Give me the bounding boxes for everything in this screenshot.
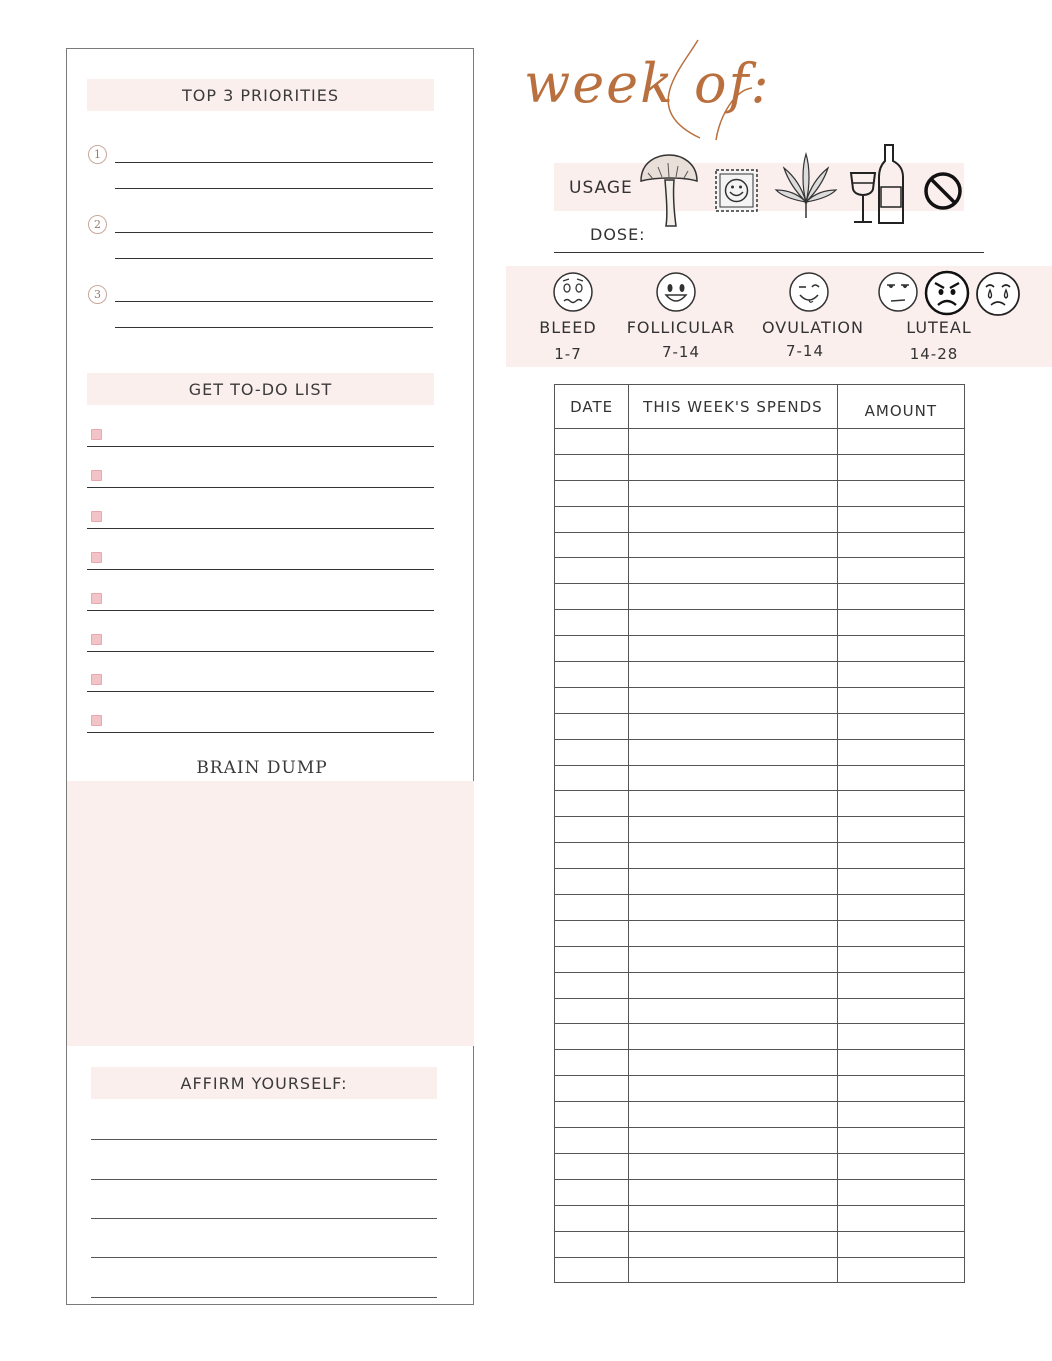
todo-checkbox-1[interactable] bbox=[91, 429, 102, 440]
amount-cell[interactable] bbox=[837, 713, 964, 739]
amount-cell[interactable] bbox=[837, 791, 964, 817]
priority-1-line-2[interactable] bbox=[115, 188, 433, 189]
table-row bbox=[555, 920, 965, 946]
spend-cell[interactable] bbox=[629, 817, 838, 843]
wine-icon[interactable] bbox=[849, 143, 905, 225]
amount-cell[interactable] bbox=[837, 920, 964, 946]
affirm-heading bbox=[91, 1067, 437, 1099]
week-of-title: week of: bbox=[524, 52, 771, 115]
date-cell[interactable] bbox=[555, 713, 629, 739]
spend-cell[interactable] bbox=[629, 610, 838, 636]
amount-cell[interactable] bbox=[837, 1179, 964, 1205]
affirm-line-1[interactable] bbox=[91, 1139, 437, 1140]
brain-dump-area[interactable] bbox=[67, 781, 474, 1046]
todo-line-5[interactable] bbox=[87, 610, 434, 611]
date-cell[interactable] bbox=[555, 662, 629, 688]
date-cell[interactable] bbox=[555, 1050, 629, 1076]
amount-cell[interactable] bbox=[837, 1024, 964, 1050]
phase-range-bleed: 1-7 bbox=[554, 345, 582, 363]
amount-cell[interactable] bbox=[837, 895, 964, 921]
date-cell[interactable] bbox=[555, 584, 629, 610]
amount-cell[interactable] bbox=[837, 1205, 964, 1231]
spend-cell[interactable] bbox=[629, 636, 838, 662]
phase-label-follicular: FOLLICULAR bbox=[626, 318, 736, 337]
affirm-line-2[interactable] bbox=[91, 1179, 437, 1180]
table-row bbox=[555, 532, 965, 558]
todo-line-7[interactable] bbox=[87, 691, 434, 692]
amount-cell[interactable] bbox=[837, 817, 964, 843]
spend-cell[interactable] bbox=[629, 429, 838, 455]
date-cell[interactable] bbox=[555, 946, 629, 972]
affirm-line-5[interactable] bbox=[91, 1297, 437, 1298]
affirm-line-4[interactable] bbox=[91, 1257, 437, 1258]
amount-cell[interactable] bbox=[837, 480, 964, 506]
date-cell[interactable] bbox=[555, 1024, 629, 1050]
table-row bbox=[555, 1076, 965, 1102]
table-row bbox=[555, 1231, 965, 1257]
spends-table-body bbox=[555, 429, 965, 1283]
spend-cell[interactable] bbox=[629, 946, 838, 972]
smiling-face-icon[interactable] bbox=[655, 271, 697, 313]
phase-range-ovulation: 7-14 bbox=[785, 342, 825, 360]
table-row bbox=[555, 1257, 965, 1283]
none-icon[interactable] bbox=[922, 170, 964, 212]
spend-cell[interactable] bbox=[629, 480, 838, 506]
table-row bbox=[555, 1102, 965, 1128]
date-cell[interactable] bbox=[555, 972, 629, 998]
brain-dump-heading: BRAIN DUMP bbox=[196, 758, 328, 778]
phase-range-follicular: 7-14 bbox=[661, 343, 701, 361]
table-row bbox=[555, 713, 965, 739]
spend-cell[interactable] bbox=[629, 1179, 838, 1205]
todo-checkbox-6[interactable] bbox=[91, 634, 102, 645]
spend-cell[interactable] bbox=[629, 972, 838, 998]
table-row bbox=[555, 429, 965, 455]
winking-face-icon[interactable] bbox=[788, 271, 830, 313]
priorities-heading-text: TOP 3 PRIORITIES bbox=[181, 85, 340, 105]
spend-cell[interactable] bbox=[629, 920, 838, 946]
crying-face-icon[interactable] bbox=[974, 271, 1022, 317]
table-row bbox=[555, 869, 965, 895]
spend-cell[interactable] bbox=[629, 584, 838, 610]
worried-face-icon[interactable] bbox=[552, 271, 594, 313]
spend-cell[interactable] bbox=[629, 1050, 838, 1076]
table-row bbox=[555, 687, 965, 713]
date-cell[interactable] bbox=[555, 687, 629, 713]
spend-cell[interactable] bbox=[629, 1128, 838, 1154]
table-row bbox=[555, 765, 965, 791]
dose-label: DOSE: bbox=[590, 225, 646, 244]
todo-checkbox-2[interactable] bbox=[91, 470, 102, 481]
date-cell[interactable] bbox=[555, 1128, 629, 1154]
date-cell[interactable] bbox=[555, 998, 629, 1024]
spend-cell[interactable] bbox=[629, 998, 838, 1024]
mushroom-icon[interactable] bbox=[638, 153, 700, 229]
date-cell[interactable] bbox=[555, 1205, 629, 1231]
spends-header-row bbox=[555, 385, 965, 429]
date-cell[interactable] bbox=[555, 817, 629, 843]
amount-cell[interactable] bbox=[837, 1153, 964, 1179]
date-cell[interactable] bbox=[555, 454, 629, 480]
date-column-header: DATE bbox=[555, 385, 629, 429]
todo-line-4[interactable] bbox=[87, 569, 434, 570]
priorities-heading bbox=[87, 79, 434, 111]
date-cell[interactable] bbox=[555, 1153, 629, 1179]
phase-label-bleed: BLEED bbox=[539, 318, 597, 337]
date-cell[interactable] bbox=[555, 920, 629, 946]
todo-line-1[interactable] bbox=[87, 446, 434, 447]
date-cell[interactable] bbox=[555, 558, 629, 584]
affirm-heading-text: AFFIRM YOURSELF: bbox=[180, 1073, 348, 1093]
date-cell[interactable] bbox=[555, 791, 629, 817]
affirm-line-3[interactable] bbox=[91, 1218, 437, 1219]
table-row bbox=[555, 998, 965, 1024]
todo-checkbox-7[interactable] bbox=[91, 674, 102, 685]
date-cell[interactable] bbox=[555, 636, 629, 662]
planner-left-panel bbox=[66, 48, 474, 1305]
amount-cell[interactable] bbox=[837, 662, 964, 688]
spend-cell[interactable] bbox=[629, 843, 838, 869]
table-row bbox=[555, 739, 965, 765]
spend-cell[interactable] bbox=[629, 713, 838, 739]
amount-cell[interactable] bbox=[837, 506, 964, 532]
date-cell[interactable] bbox=[555, 1231, 629, 1257]
date-cell[interactable] bbox=[555, 532, 629, 558]
spend-cell[interactable] bbox=[629, 687, 838, 713]
amount-cell[interactable] bbox=[837, 532, 964, 558]
amount-cell[interactable] bbox=[837, 843, 964, 869]
amount-column-header: AMOUNT bbox=[837, 385, 964, 429]
dose-line[interactable] bbox=[554, 252, 984, 253]
spend-cell[interactable] bbox=[629, 1153, 838, 1179]
date-cell[interactable] bbox=[555, 1257, 629, 1283]
priority-number-2: 2 bbox=[88, 215, 107, 234]
amount-cell[interactable] bbox=[837, 610, 964, 636]
table-row bbox=[555, 1050, 965, 1076]
spend-cell[interactable] bbox=[629, 1076, 838, 1102]
spend-cell[interactable] bbox=[629, 1231, 838, 1257]
amount-cell[interactable] bbox=[837, 429, 964, 455]
spend-cell[interactable] bbox=[629, 454, 838, 480]
amount-cell[interactable] bbox=[837, 1076, 964, 1102]
date-cell[interactable] bbox=[555, 765, 629, 791]
spend-cell[interactable] bbox=[629, 765, 838, 791]
amount-cell[interactable] bbox=[837, 1050, 964, 1076]
amount-cell[interactable] bbox=[837, 584, 964, 610]
date-cell[interactable] bbox=[555, 843, 629, 869]
spend-cell[interactable] bbox=[629, 1102, 838, 1128]
spend-cell[interactable] bbox=[629, 662, 838, 688]
spend-cell[interactable] bbox=[629, 791, 838, 817]
todo-checkbox-4[interactable] bbox=[91, 552, 102, 563]
smiley-stamp-icon[interactable] bbox=[713, 167, 760, 214]
amount-cell[interactable] bbox=[837, 765, 964, 791]
spends-column-header: THIS WEEK'S SPENDS bbox=[629, 385, 838, 429]
table-row bbox=[555, 454, 965, 480]
date-cell[interactable] bbox=[555, 1076, 629, 1102]
amount-cell[interactable] bbox=[837, 687, 964, 713]
priority-2-line-1[interactable] bbox=[115, 232, 433, 233]
amount-cell[interactable] bbox=[837, 1231, 964, 1257]
amount-cell[interactable] bbox=[837, 869, 964, 895]
phase-range-luteal: 14-28 bbox=[909, 345, 959, 363]
todo-line-2[interactable] bbox=[87, 487, 434, 488]
amount-cell[interactable] bbox=[837, 739, 964, 765]
amount-cell[interactable] bbox=[837, 1102, 964, 1128]
spend-cell[interactable] bbox=[629, 1257, 838, 1283]
date-cell[interactable] bbox=[555, 895, 629, 921]
todo-heading-text: GET TO-DO LIST bbox=[188, 379, 333, 399]
table-row bbox=[555, 506, 965, 532]
date-cell[interactable] bbox=[555, 1179, 629, 1205]
date-cell[interactable] bbox=[555, 480, 629, 506]
date-cell[interactable] bbox=[555, 506, 629, 532]
spend-cell[interactable] bbox=[629, 869, 838, 895]
spends-table bbox=[554, 384, 965, 1283]
table-row bbox=[555, 1153, 965, 1179]
table-row bbox=[555, 1128, 965, 1154]
spend-cell[interactable] bbox=[629, 506, 838, 532]
angry-face-icon[interactable] bbox=[923, 270, 971, 316]
amount-cell[interactable] bbox=[837, 454, 964, 480]
priority-2-line-2[interactable] bbox=[115, 258, 433, 259]
spend-cell[interactable] bbox=[629, 1024, 838, 1050]
priority-number-1: 1 bbox=[88, 145, 107, 164]
amount-cell[interactable] bbox=[837, 1257, 964, 1283]
amount-cell[interactable] bbox=[837, 1128, 964, 1154]
todo-line-3[interactable] bbox=[87, 528, 434, 529]
phase-label-ovulation: OVULATION bbox=[761, 318, 864, 337]
priority-number-3: 3 bbox=[88, 285, 107, 304]
table-row bbox=[555, 972, 965, 998]
table-row bbox=[555, 584, 965, 610]
todo-heading bbox=[87, 373, 434, 405]
usage-label: USAGE bbox=[569, 178, 633, 198]
table-row bbox=[555, 843, 965, 869]
table-row bbox=[555, 662, 965, 688]
table-row bbox=[555, 895, 965, 921]
date-cell[interactable] bbox=[555, 429, 629, 455]
date-cell[interactable] bbox=[555, 739, 629, 765]
todo-line-8[interactable] bbox=[87, 732, 434, 733]
amount-cell[interactable] bbox=[837, 558, 964, 584]
table-row bbox=[555, 1024, 965, 1050]
spend-cell[interactable] bbox=[629, 558, 838, 584]
todo-line-6[interactable] bbox=[87, 651, 434, 652]
table-row bbox=[555, 558, 965, 584]
table-row bbox=[555, 1205, 965, 1231]
spend-cell[interactable] bbox=[629, 895, 838, 921]
spend-cell[interactable] bbox=[629, 1205, 838, 1231]
table-row bbox=[555, 791, 965, 817]
todo-checkbox-5[interactable] bbox=[91, 593, 102, 604]
table-row bbox=[555, 817, 965, 843]
amount-cell[interactable] bbox=[837, 636, 964, 662]
cannabis-leaf-icon[interactable] bbox=[774, 152, 838, 220]
amount-cell[interactable] bbox=[837, 972, 964, 998]
table-row bbox=[555, 636, 965, 662]
priority-1-line-1[interactable] bbox=[115, 162, 433, 163]
todo-checkbox-8[interactable] bbox=[91, 715, 102, 726]
amount-cell[interactable] bbox=[837, 998, 964, 1024]
table-row bbox=[555, 610, 965, 636]
priority-3-line-1[interactable] bbox=[115, 301, 433, 302]
priority-3-line-2[interactable] bbox=[115, 327, 433, 328]
spend-cell[interactable] bbox=[629, 739, 838, 765]
table-row bbox=[555, 480, 965, 506]
date-cell[interactable] bbox=[555, 610, 629, 636]
date-cell[interactable] bbox=[555, 1102, 629, 1128]
unamused-face-icon[interactable] bbox=[875, 271, 921, 313]
amount-cell[interactable] bbox=[837, 946, 964, 972]
date-cell[interactable] bbox=[555, 869, 629, 895]
table-row bbox=[555, 1179, 965, 1205]
todo-checkbox-3[interactable] bbox=[91, 511, 102, 522]
phase-label-luteal: LUTEAL bbox=[906, 318, 972, 337]
spend-cell[interactable] bbox=[629, 532, 838, 558]
table-row bbox=[555, 946, 965, 972]
